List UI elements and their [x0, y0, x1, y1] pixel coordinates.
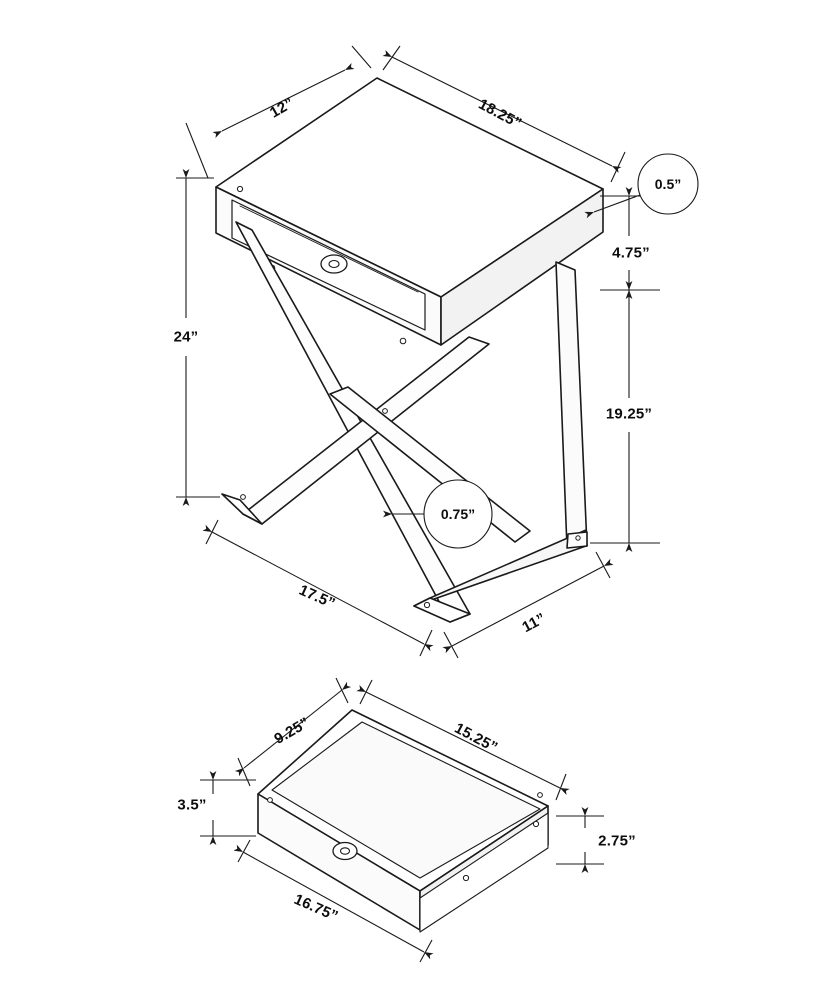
dim-label-base-depth: 17.5” [296, 581, 338, 613]
dim-label-drawer-box-height: 3.5” [177, 796, 207, 814]
dim-label-drawer-face-height: 4.75” [612, 244, 650, 262]
callout-label-leg-thickness: 0.75” [440, 506, 476, 522]
dim-label-depth-top: 12” [267, 94, 297, 122]
dim-label-height-total: 24” [173, 328, 199, 346]
dim-label-drawer-inner-width: 15.25” [451, 719, 501, 757]
table-assembly-geometry [216, 78, 603, 932]
dim-label-base-width: 11” [519, 609, 549, 637]
dim-label-width-top: 18.25” [475, 95, 525, 133]
callout-label-top-thickness: 0.5” [654, 176, 682, 192]
dim-label-drawer-depth: 9.25” [271, 714, 313, 748]
dim-label-drawer-face-width: 16.75” [291, 890, 341, 926]
dim-label-drawer-side-height: 2.75” [598, 832, 636, 850]
dim-label-leg-clearance-height: 19.25” [605, 405, 653, 423]
